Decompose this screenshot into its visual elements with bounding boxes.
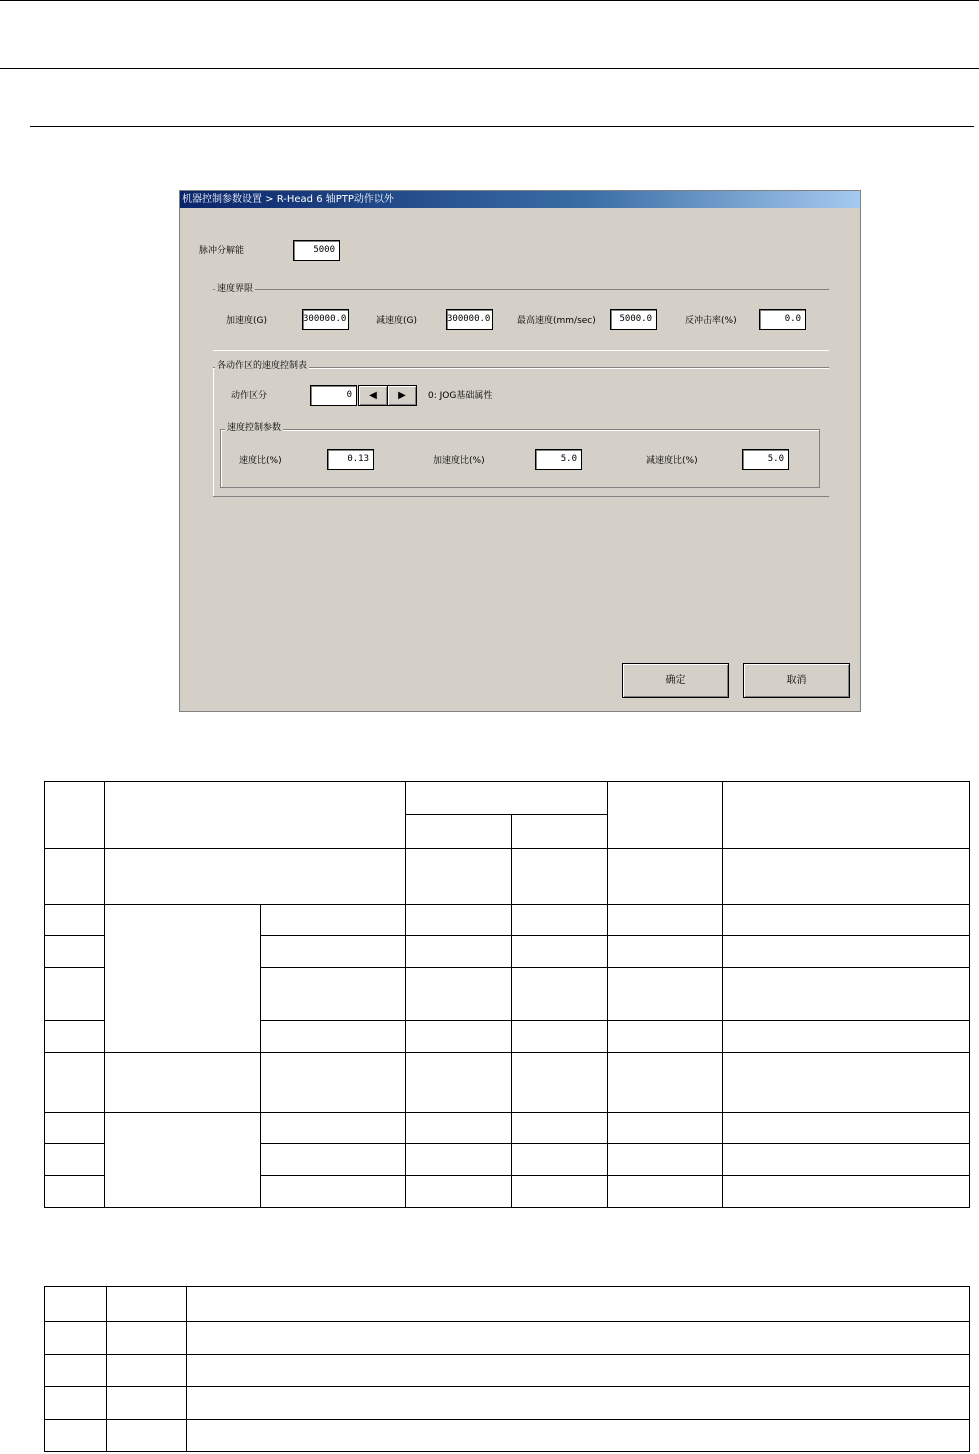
table-cell [260, 936, 405, 968]
table-cell [512, 1144, 608, 1176]
table-cell [405, 1021, 512, 1053]
pulse-resolution-label: 脉冲分解能 [199, 246, 245, 256]
table-cell [512, 1021, 608, 1053]
table-row [45, 1420, 970, 1452]
table-cell [405, 1144, 512, 1176]
table-cell [723, 936, 970, 968]
table-cell [723, 782, 970, 849]
table-cell [723, 1144, 970, 1176]
table-cell [104, 782, 405, 849]
header-rule [0, 68, 979, 69]
table-cell [45, 1420, 107, 1452]
table-cell [45, 849, 105, 905]
table-cell [512, 1176, 608, 1208]
division-field[interactable]: 0 [310, 385, 357, 406]
table-cell [608, 1176, 723, 1208]
decel-label: 减速度(G) [376, 316, 417, 326]
table-cell [512, 905, 608, 936]
table-cell [260, 1144, 405, 1176]
max-speed-label: 最高速度(mm/sec) [517, 316, 596, 326]
parameter-dialog [179, 190, 861, 712]
table-cell [512, 1053, 608, 1113]
table-cell [723, 905, 970, 936]
table-cell [106, 1387, 186, 1420]
table-cell [186, 1287, 969, 1322]
table-cell [260, 1176, 405, 1208]
table-cell [260, 1021, 405, 1053]
table-cell [512, 1113, 608, 1144]
dialog-title: 机器控制参数设置 > R-Head 6 轴PTP动作以外 [180, 191, 860, 208]
table-row [45, 1053, 970, 1113]
table-cell [405, 905, 512, 936]
section-rule [30, 126, 974, 127]
recoil-label: 反冲击率(%) [685, 316, 737, 326]
parameter-table [44, 781, 970, 1208]
table-cell [104, 1113, 260, 1208]
table-cell [186, 1387, 969, 1420]
accel-field[interactable]: 300000.0 [302, 309, 349, 330]
table-cell [106, 1420, 186, 1452]
table-row [45, 1287, 970, 1322]
table-cell [608, 1053, 723, 1113]
table-cell [723, 1053, 970, 1113]
table-cell [405, 1113, 512, 1144]
table-cell [608, 782, 723, 849]
table-row [45, 782, 970, 815]
arrow-left-icon: ◀ [369, 390, 377, 401]
table-row [45, 1113, 970, 1144]
table-cell [723, 1021, 970, 1053]
table-cell [512, 849, 608, 905]
table-cell [104, 849, 405, 905]
pulse-resolution-field[interactable]: 5000 [293, 240, 340, 261]
table-cell [106, 1322, 186, 1355]
table-cell [104, 905, 260, 1053]
table-cell [608, 1113, 723, 1144]
table-cell [405, 968, 512, 1021]
table-cell [723, 968, 970, 1021]
table-row [45, 1322, 970, 1355]
table-cell [45, 1021, 105, 1053]
ok-button[interactable]: 确定 [622, 663, 729, 698]
max-speed-field[interactable]: 5000.0 [610, 309, 657, 330]
table-cell [405, 936, 512, 968]
table-cell [405, 1176, 512, 1208]
accel-ratio-field[interactable]: 5.0 [535, 449, 582, 470]
table-cell [608, 1021, 723, 1053]
accel-ratio-label: 加速度比(%) [433, 456, 485, 466]
table-row [45, 849, 970, 905]
arrow-right-icon: ▶ [398, 390, 406, 401]
table-cell [45, 905, 105, 936]
table-cell [723, 1176, 970, 1208]
table-cell [45, 1387, 107, 1420]
cancel-button[interactable]: 取消 [743, 663, 850, 698]
notes-table [44, 1286, 970, 1452]
recoil-field[interactable]: 0.0 [759, 309, 806, 330]
table-cell [45, 1355, 107, 1387]
decel-ratio-field[interactable]: 5.0 [742, 449, 789, 470]
table-row [45, 1387, 970, 1420]
table-cell [608, 905, 723, 936]
speed-ratio-field[interactable]: 0.13 [327, 449, 374, 470]
table-cell [45, 782, 105, 849]
decel-ratio-label: 减速度比(%) [646, 456, 698, 466]
table-row [45, 1355, 970, 1387]
table-cell [260, 968, 405, 1021]
speed-ratio-label: 速度比(%) [239, 456, 282, 466]
table-cell [186, 1420, 969, 1452]
table-cell [608, 968, 723, 1021]
decel-field[interactable]: 300000.0 [446, 309, 493, 330]
division-next-button[interactable] [387, 385, 417, 406]
motion-table-title: 各动作区的速度控制表 [217, 361, 308, 371]
table-cell [723, 849, 970, 905]
table-cell [106, 1287, 186, 1322]
table-cell [186, 1355, 969, 1387]
table-cell [45, 1176, 105, 1208]
division-description: 0: JOG基础属性 [428, 391, 493, 401]
table-cell [45, 1287, 107, 1322]
table-cell [260, 1113, 405, 1144]
division-label: 动作区分 [231, 391, 268, 401]
speed-params-title: 速度控制参数 [227, 423, 282, 433]
table-cell [260, 1053, 405, 1113]
table-cell [45, 936, 105, 968]
table-cell [512, 936, 608, 968]
speed-limit-title: 速度界限 [217, 284, 254, 294]
table-cell [104, 1053, 260, 1113]
table-cell [512, 815, 608, 849]
table-cell [186, 1322, 969, 1355]
table-cell [608, 936, 723, 968]
table-cell [608, 849, 723, 905]
table-cell [512, 968, 608, 1021]
speed-params-group [220, 429, 820, 488]
table-cell [405, 1053, 512, 1113]
table-cell [45, 1322, 107, 1355]
accel-label: 加速度(G) [226, 316, 267, 326]
table-cell [405, 849, 512, 905]
header-top-rule [0, 0, 979, 1]
table-cell [45, 1113, 105, 1144]
table-cell [45, 1144, 105, 1176]
table-cell [723, 1113, 970, 1144]
table-cell [45, 1053, 105, 1113]
division-prev-button[interactable] [358, 385, 388, 406]
table-cell [405, 815, 512, 849]
table-cell [608, 1144, 723, 1176]
table-row [45, 905, 970, 936]
table-cell [260, 905, 405, 936]
table-cell [106, 1355, 186, 1387]
table-cell [405, 782, 608, 815]
table-cell [45, 968, 105, 1021]
